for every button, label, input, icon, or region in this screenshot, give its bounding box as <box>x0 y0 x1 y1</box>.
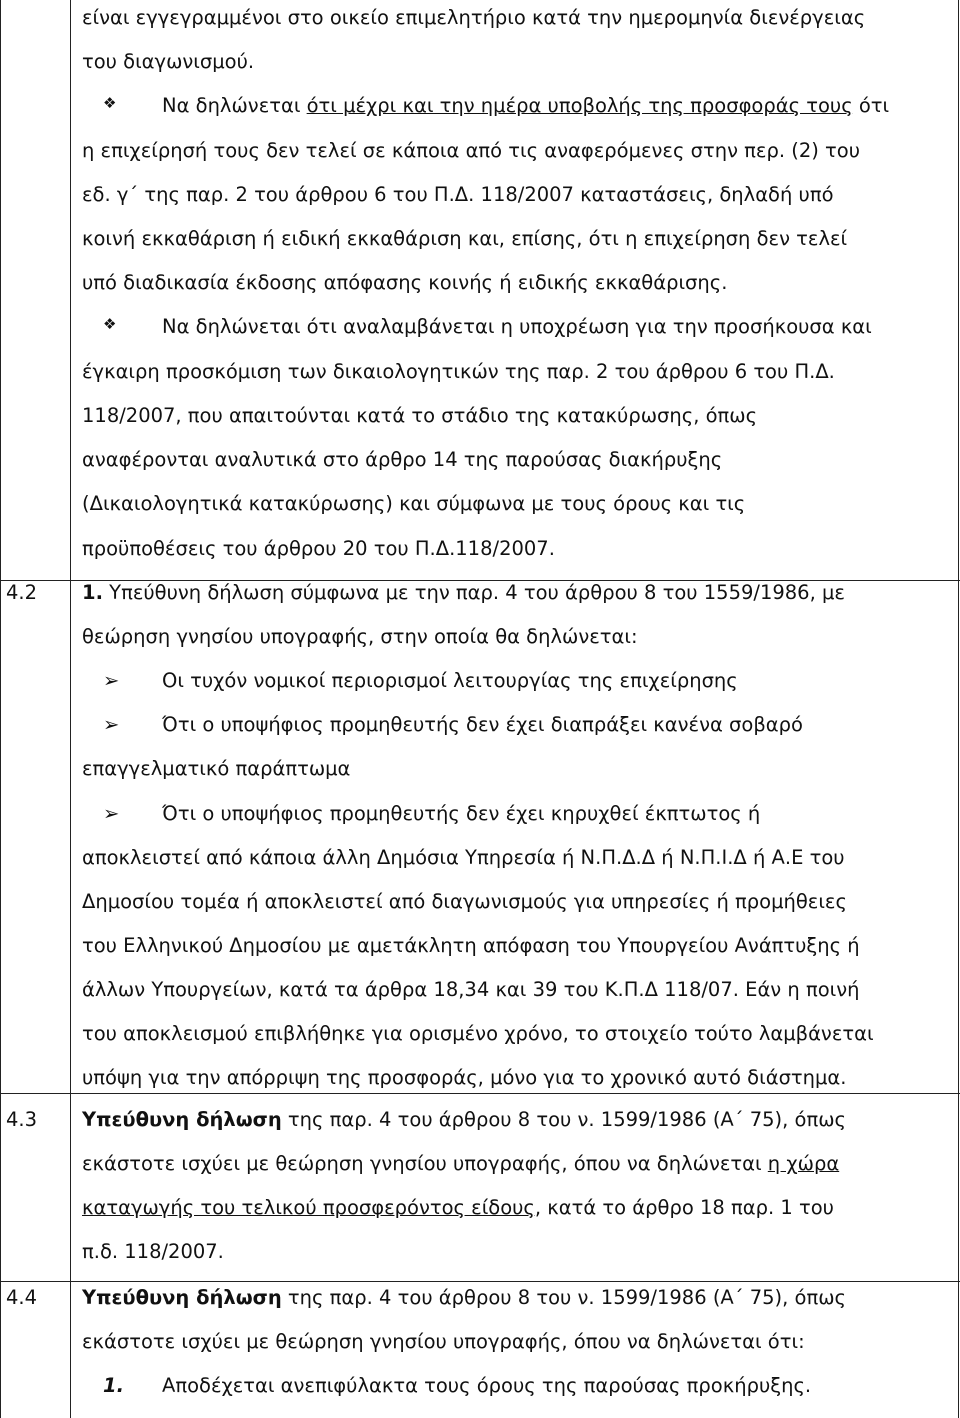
table-border-right <box>958 0 959 1418</box>
list-number: 1. <box>103 1374 124 1397</box>
table-border-left <box>0 0 1 1418</box>
text-line: 118/2007, που απαιτούνται κατά το στάδιο της κατακύρωσης, όπως <box>82 404 758 427</box>
text-line: του αποκλεισμού επιβλήθηκε για ορισμένο χρόνο, το στοιχείο τούτο λαμβάνεται <box>82 1022 874 1045</box>
text-line: είναι εγγεγραμμένοι στο οικείο επιμελητήριο κατά την ημερομηνία διενέργειας <box>82 6 866 29</box>
text-line: Να δηλώνεται ότι αναλαμβάνεται η υποχρέωση για την προσήκουσα και <box>162 315 872 338</box>
text-line: υπόψη για την απόρριψη της προσφοράς, μόνο για το χρονικό αυτό διάστημα. <box>82 1066 847 1089</box>
section-number: 4.3 <box>6 1108 38 1131</box>
text-line: Να δηλώνεται ότι μέχρι και την ημέρα υποβολής της προσφοράς τους ότι <box>162 94 890 117</box>
text-line: υπό διαδικασία έκδοσης απόφασης κοινής ή ειδικής εκκαθάρισης. <box>82 271 728 294</box>
text-line: Ότι ο υποψήφιος προμηθευτής δεν έχει κηρυχθεί έκπτωτος ή <box>162 802 761 825</box>
text-line: εδ. γ΄ της παρ. 2 του άρθρου 6 του Π.Δ. 118/2007 καταστάσεις, δηλαδή υπό <box>82 183 834 206</box>
section-number: 4.4 <box>6 1286 38 1309</box>
text-line: έγκαιρη προσκόμιση των δικαιολογητικών της παρ. 2 του άρθρου 6 του Π.Δ. <box>82 360 835 383</box>
arrow-bullet-icon: ➢ <box>103 802 120 825</box>
text-line: Υπεύθυνη δήλωση της παρ. 4 του άρθρου 8 του ν. 1599/1986 (Α΄ 75), όπως <box>82 1108 846 1131</box>
text-line: επαγγελματικό παράπτωμα <box>82 757 351 780</box>
text-line: θεώρηση γνησίου υπογραφής, στην οποία θα δηλώνεται: <box>82 625 638 648</box>
section-number: 4.2 <box>6 581 38 604</box>
row-divider-4-3 <box>0 1093 960 1094</box>
text-line: Υπεύθυνη δήλωση της παρ. 4 του άρθρου 8 του ν. 1599/1986 (Α΄ 75), όπως <box>82 1286 846 1309</box>
text-line: εκάστοτε ισχύει με θεώρηση γνησίου υπογραφής, όπου να δηλώνεται ότι: <box>82 1330 805 1353</box>
text-line: αποκλειστεί από κάποια άλλη Δημόσια Υπηρεσία ή Ν.Π.Δ.Δ ή Ν.Π.Ι.Δ ή Α.Ε του <box>82 846 845 869</box>
row-divider-4-4 <box>0 1281 960 1282</box>
text-line: του διαγωνισμού. <box>82 50 255 73</box>
text-line: Δημοσίου τομέα ή αποκλειστεί από διαγωνισμούς για υπηρεσίες ή προμήθειες <box>82 890 847 913</box>
text-line: αναφέρονται αναλυτικά στο άρθρο 14 της παρούσας διακήρυξης <box>82 448 723 471</box>
text-line: Αποδέχεται ανεπιφύλακτα τους όρους της παρούσας προκήρυξης. <box>162 1374 812 1397</box>
diamond-bullet-icon: ❖ <box>103 94 116 112</box>
table-column-divider <box>70 0 71 1418</box>
arrow-bullet-icon: ➢ <box>103 713 120 736</box>
text-line: κοινή εκκαθάριση ή ειδική εκκαθάριση και, επίσης, ότι η επιχείρηση δεν τελεί <box>82 227 848 250</box>
text-line: Ότι ο υποψήφιος προμηθευτής δεν έχει διαπράξει κανένα σοβαρό <box>162 713 803 736</box>
text-line: Οι τυχόν νομικοί περιορισμοί λειτουργίας της επιχείρησης <box>162 669 738 692</box>
text-line: 1. Υπεύθυνη δήλωση σύμφωνα με την παρ. 4 του άρθρου 8 του 1559/1986, με <box>82 581 845 604</box>
text-line: η επιχείρησή τους δεν τελεί σε κάποια από τις αναφερόμενες στην περ. (2) του <box>82 139 860 162</box>
text-line: του Ελληνικού Δημοσίου με αμετάκλητη απόφαση του Υπουργείου Ανάπτυξης ή <box>82 934 860 957</box>
text-line: (Δικαιολογητικά κατακύρωσης) και σύμφωνα με τους όρους και τις <box>82 492 746 515</box>
text-line: προϋποθέσεις του άρθρου 20 του Π.Δ.118/2007. <box>82 537 555 560</box>
arrow-bullet-icon: ➢ <box>103 669 120 692</box>
text-line: άλλων Υπουργείων, κατά τα άρθρα 18,34 και 39 του Κ.Π.Δ 118/07. Εάν η ποινή <box>82 978 860 1001</box>
text-line: π.δ. 118/2007. <box>82 1240 224 1263</box>
text-line: καταγωγής του τελικού προσφερόντος είδους, κατά το άρθρο 18 παρ. 1 του <box>82 1196 834 1219</box>
diamond-bullet-icon: ❖ <box>103 315 116 333</box>
text-line: εκάστοτε ισχύει με θεώρηση γνησίου υπογραφής, όπου να δηλώνεται η χώρα <box>82 1152 840 1175</box>
